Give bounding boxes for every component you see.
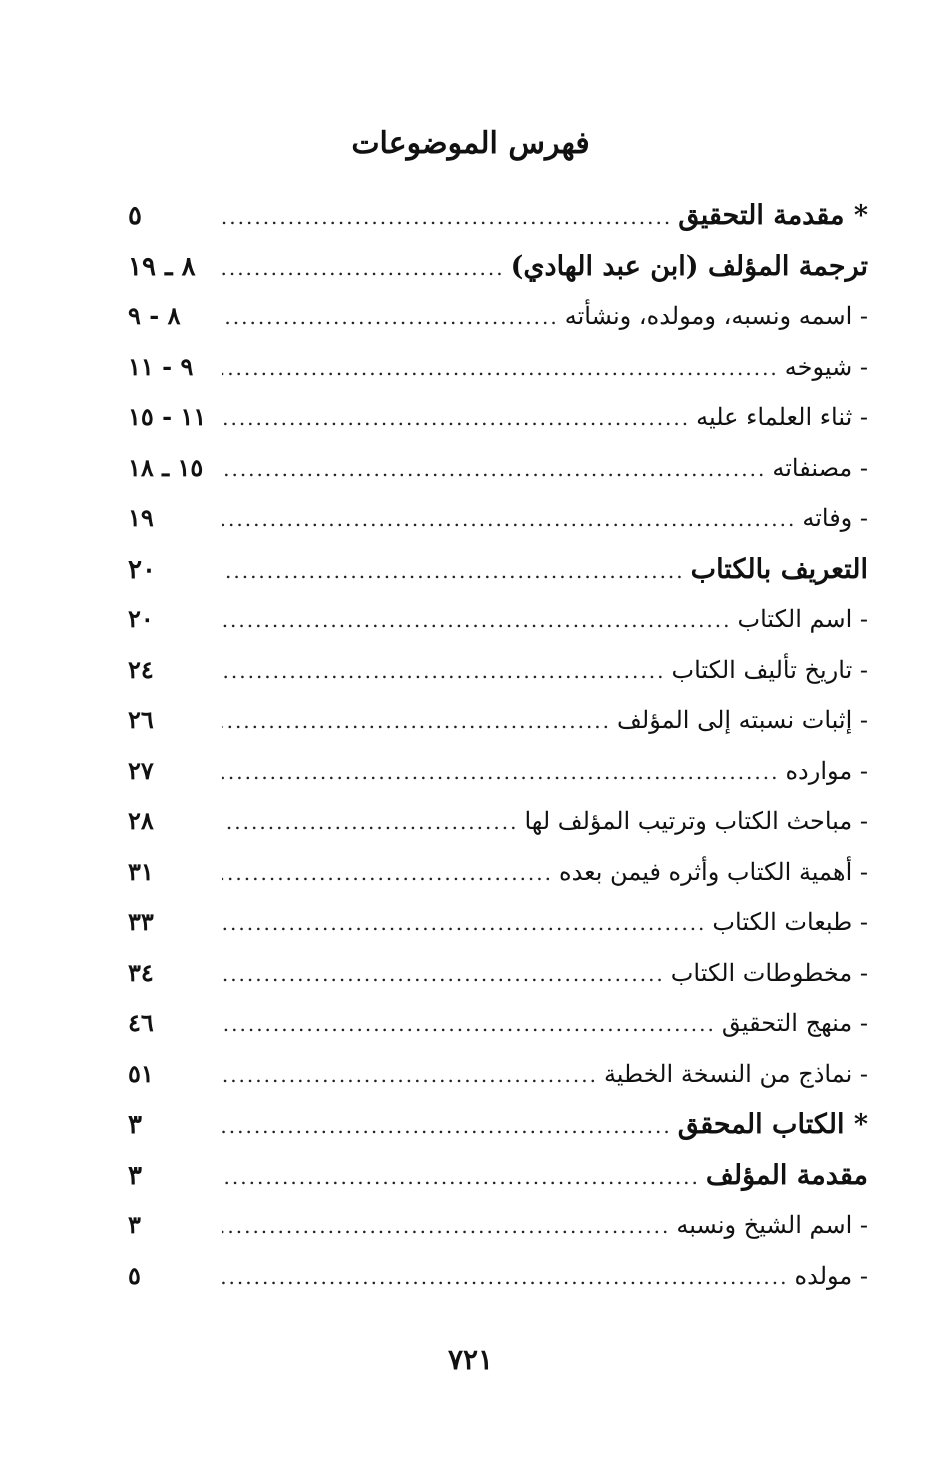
toc-entry-label: - ثناء العلماء عليه [696, 403, 868, 431]
leader-dots [222, 1265, 789, 1289]
toc-entry-label: - مولده [794, 1261, 868, 1290]
toc-entry-page: ٨ - ٩ [128, 301, 181, 330]
toc-entry-label: - إثبات نسبته إلى المؤلف [617, 706, 868, 734]
toc-entry-label: - طبعات الكتاب [712, 908, 868, 936]
toc-entry-page: ٣ [128, 1110, 142, 1140]
leader-dots [222, 760, 779, 784]
toc-entry-2 [128, 251, 868, 302]
toc-entry-3 [128, 301, 868, 352]
toc-entry-17 [128, 1008, 868, 1059]
toc-entry-label: - موارده [785, 756, 868, 785]
leader-dots [222, 1063, 598, 1087]
toc-entry-label: - نماذج من النسخة الخطية [603, 1059, 868, 1088]
toc-entry-18 [128, 1059, 868, 1110]
toc-entry-page: ١١ - ١٥ [128, 402, 207, 431]
toc-entry-label: مقدمة المؤلف [705, 1159, 868, 1191]
leader-dots [222, 1214, 670, 1238]
toc-entry-9 [128, 604, 868, 655]
toc-entry-page: ١٩ [128, 503, 154, 532]
leader-dots [222, 1114, 672, 1138]
toc-entry-page: ٢٤ [128, 654, 154, 684]
page-number: ٧٢١ [447, 1343, 494, 1376]
toc-entry-page: ٢٠ [128, 554, 156, 585]
toc-entry-page: ٢٦ [128, 705, 154, 734]
toc-entry-14 [128, 857, 868, 908]
toc-entry-8 [128, 554, 868, 605]
leader-dots [222, 559, 685, 583]
toc-entry-label: - مصنفاته [772, 453, 868, 482]
toc-entry-page: ٣٤ [128, 957, 154, 987]
toc-entry-label: التعريف بالكتاب [690, 553, 868, 585]
toc-entry-page: ٩ - ١١ [128, 351, 194, 381]
toc-entry-page: ٥١ [128, 1058, 154, 1088]
leader-dots [222, 911, 706, 935]
toc-entry-13 [128, 806, 868, 857]
toc-entry-22 [128, 1261, 868, 1312]
toc-entry-label: - أهمية الكتاب وأثره فيمن بعده [559, 857, 868, 886]
toc-entry-21 [128, 1210, 868, 1261]
toc-entry-20 [128, 1160, 868, 1211]
toc-entry-label: ترجمة المؤلف (ابن عبد الهادي) [510, 250, 868, 282]
toc-entry-page: ٣ [128, 1210, 141, 1239]
toc-entry-12 [128, 756, 868, 807]
toc-entry-label: - اسمه ونسبه، ومولده، ونشأته [564, 302, 868, 330]
leader-dots [222, 659, 665, 683]
leader-dots [222, 1012, 716, 1036]
leader-dots [222, 962, 665, 986]
toc-entry-label: - منهج التحقيق [721, 1009, 868, 1037]
toc-entry-6 [128, 453, 868, 504]
toc-entry-label: - مخطوطات الكتاب [670, 958, 868, 987]
toc-entry-4 [128, 352, 868, 403]
toc-entry-label: - اسم الشيخ ونسبه [676, 1211, 868, 1239]
toc-entry-page: ٣ [128, 1160, 142, 1191]
toc-entry-page: ٣١ [128, 856, 154, 886]
toc-entry-label: - شيوخه [784, 352, 868, 381]
leader-dots [222, 1165, 700, 1189]
toc-entry-page: ٥ [128, 201, 142, 231]
toc-entry-label: * مقدمة التحقيق [678, 200, 868, 231]
toc-entry-1 [128, 200, 868, 251]
toc-entry-11 [128, 705, 868, 756]
toc-entry-page: ١٥ ـ ١٨ [128, 452, 204, 482]
leader-dots [222, 507, 796, 531]
toc-entry-5 [128, 402, 868, 453]
leader-dots [222, 861, 553, 885]
leader-dots [222, 256, 505, 280]
leader-dots [222, 205, 672, 229]
toc-entry-10 [128, 655, 868, 706]
page-title: فهرس الموضوعات [351, 126, 590, 161]
toc-entry-label: - وفاته [802, 504, 868, 532]
toc-entry-page: ٢٨ [128, 806, 154, 835]
leader-dots [222, 305, 559, 329]
leader-dots [222, 810, 518, 834]
leader-dots [222, 406, 690, 430]
toc-entry-page: ٢٠ [128, 604, 154, 633]
toc-entry-16 [128, 958, 868, 1009]
toc-entry-page: ٢٧ [128, 755, 154, 785]
leader-dots [222, 457, 766, 481]
toc-entry-page: ٤٦ [128, 1008, 154, 1037]
toc-entry-label: - اسم الكتاب [737, 605, 868, 633]
toc-entry-page: ٣٣ [128, 907, 154, 936]
toc-entry-page: ٥ [128, 1260, 141, 1290]
toc-entry-15 [128, 907, 868, 958]
table-of-contents [128, 200, 868, 1311]
toc-entry-7 [128, 503, 868, 554]
toc-entry-label: - تاريخ تأليف الكتاب [671, 655, 868, 684]
toc-entry-label: * الكتاب المحقق [677, 1109, 868, 1140]
leader-dots [222, 709, 611, 733]
leader-dots [222, 356, 779, 380]
toc-entry-19 [128, 1109, 868, 1160]
leader-dots [222, 608, 732, 632]
toc-entry-page: ٨ ـ ١٩ [128, 251, 196, 282]
toc-entry-label: - مباحث الكتاب وترتيب المؤلف لها [524, 807, 868, 835]
